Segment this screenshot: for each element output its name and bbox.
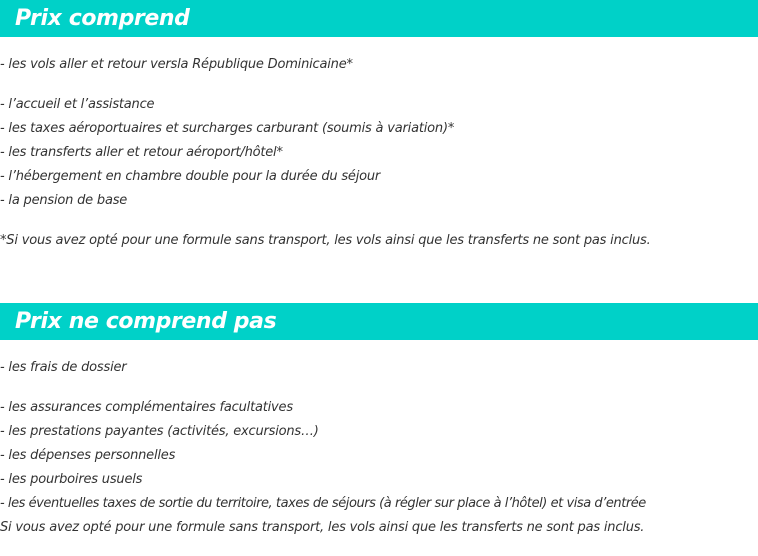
included-item: - l’accueil et l’assistance — [0, 97, 155, 112]
included-note: *Si vous avez opté pour une formule sans transport, les vols ainsi que les transferts ne sont pas inclus. — [0, 233, 651, 248]
excluded-item: - les assurances complémentaires facultatives — [0, 400, 293, 415]
included-section-title: Prix comprend — [15, 5, 190, 31]
excluded-first-item: - les frais de dossier — [0, 360, 127, 375]
included-first-item: - les vols aller et retour versla République Dominicaine* — [0, 57, 353, 72]
included-item: - les transferts aller et retour aéroport/hôtel* — [0, 145, 283, 160]
excluded-item: - les pourboires usuels — [0, 472, 143, 487]
included-item: - l’hébergement en chambre double pour la durée du séjour — [0, 169, 381, 184]
excluded-item: - les prestations payantes (activités, excursions…) — [0, 424, 319, 439]
excluded-section-title: Prix ne comprend pas — [15, 308, 277, 334]
excluded-item: - les dépenses personnelles — [0, 448, 176, 463]
excluded-item: - les éventuelles taxes de sortie du territoire, taxes de séjours (à régler sur place à l’hôtel) et visa d’entrée — [0, 496, 646, 511]
included-item: - les taxes aéroportuaires et surcharges carburant (soumis à variation)* — [0, 121, 455, 136]
excluded-note: Si vous avez opté pour une formule sans transport, les vols ainsi que les transferts ne sont pas inclus. — [0, 520, 645, 535]
excluded-section-header — [0, 303, 758, 340]
included-item: - la pension de base — [0, 193, 128, 208]
included-section-header — [0, 0, 758, 37]
